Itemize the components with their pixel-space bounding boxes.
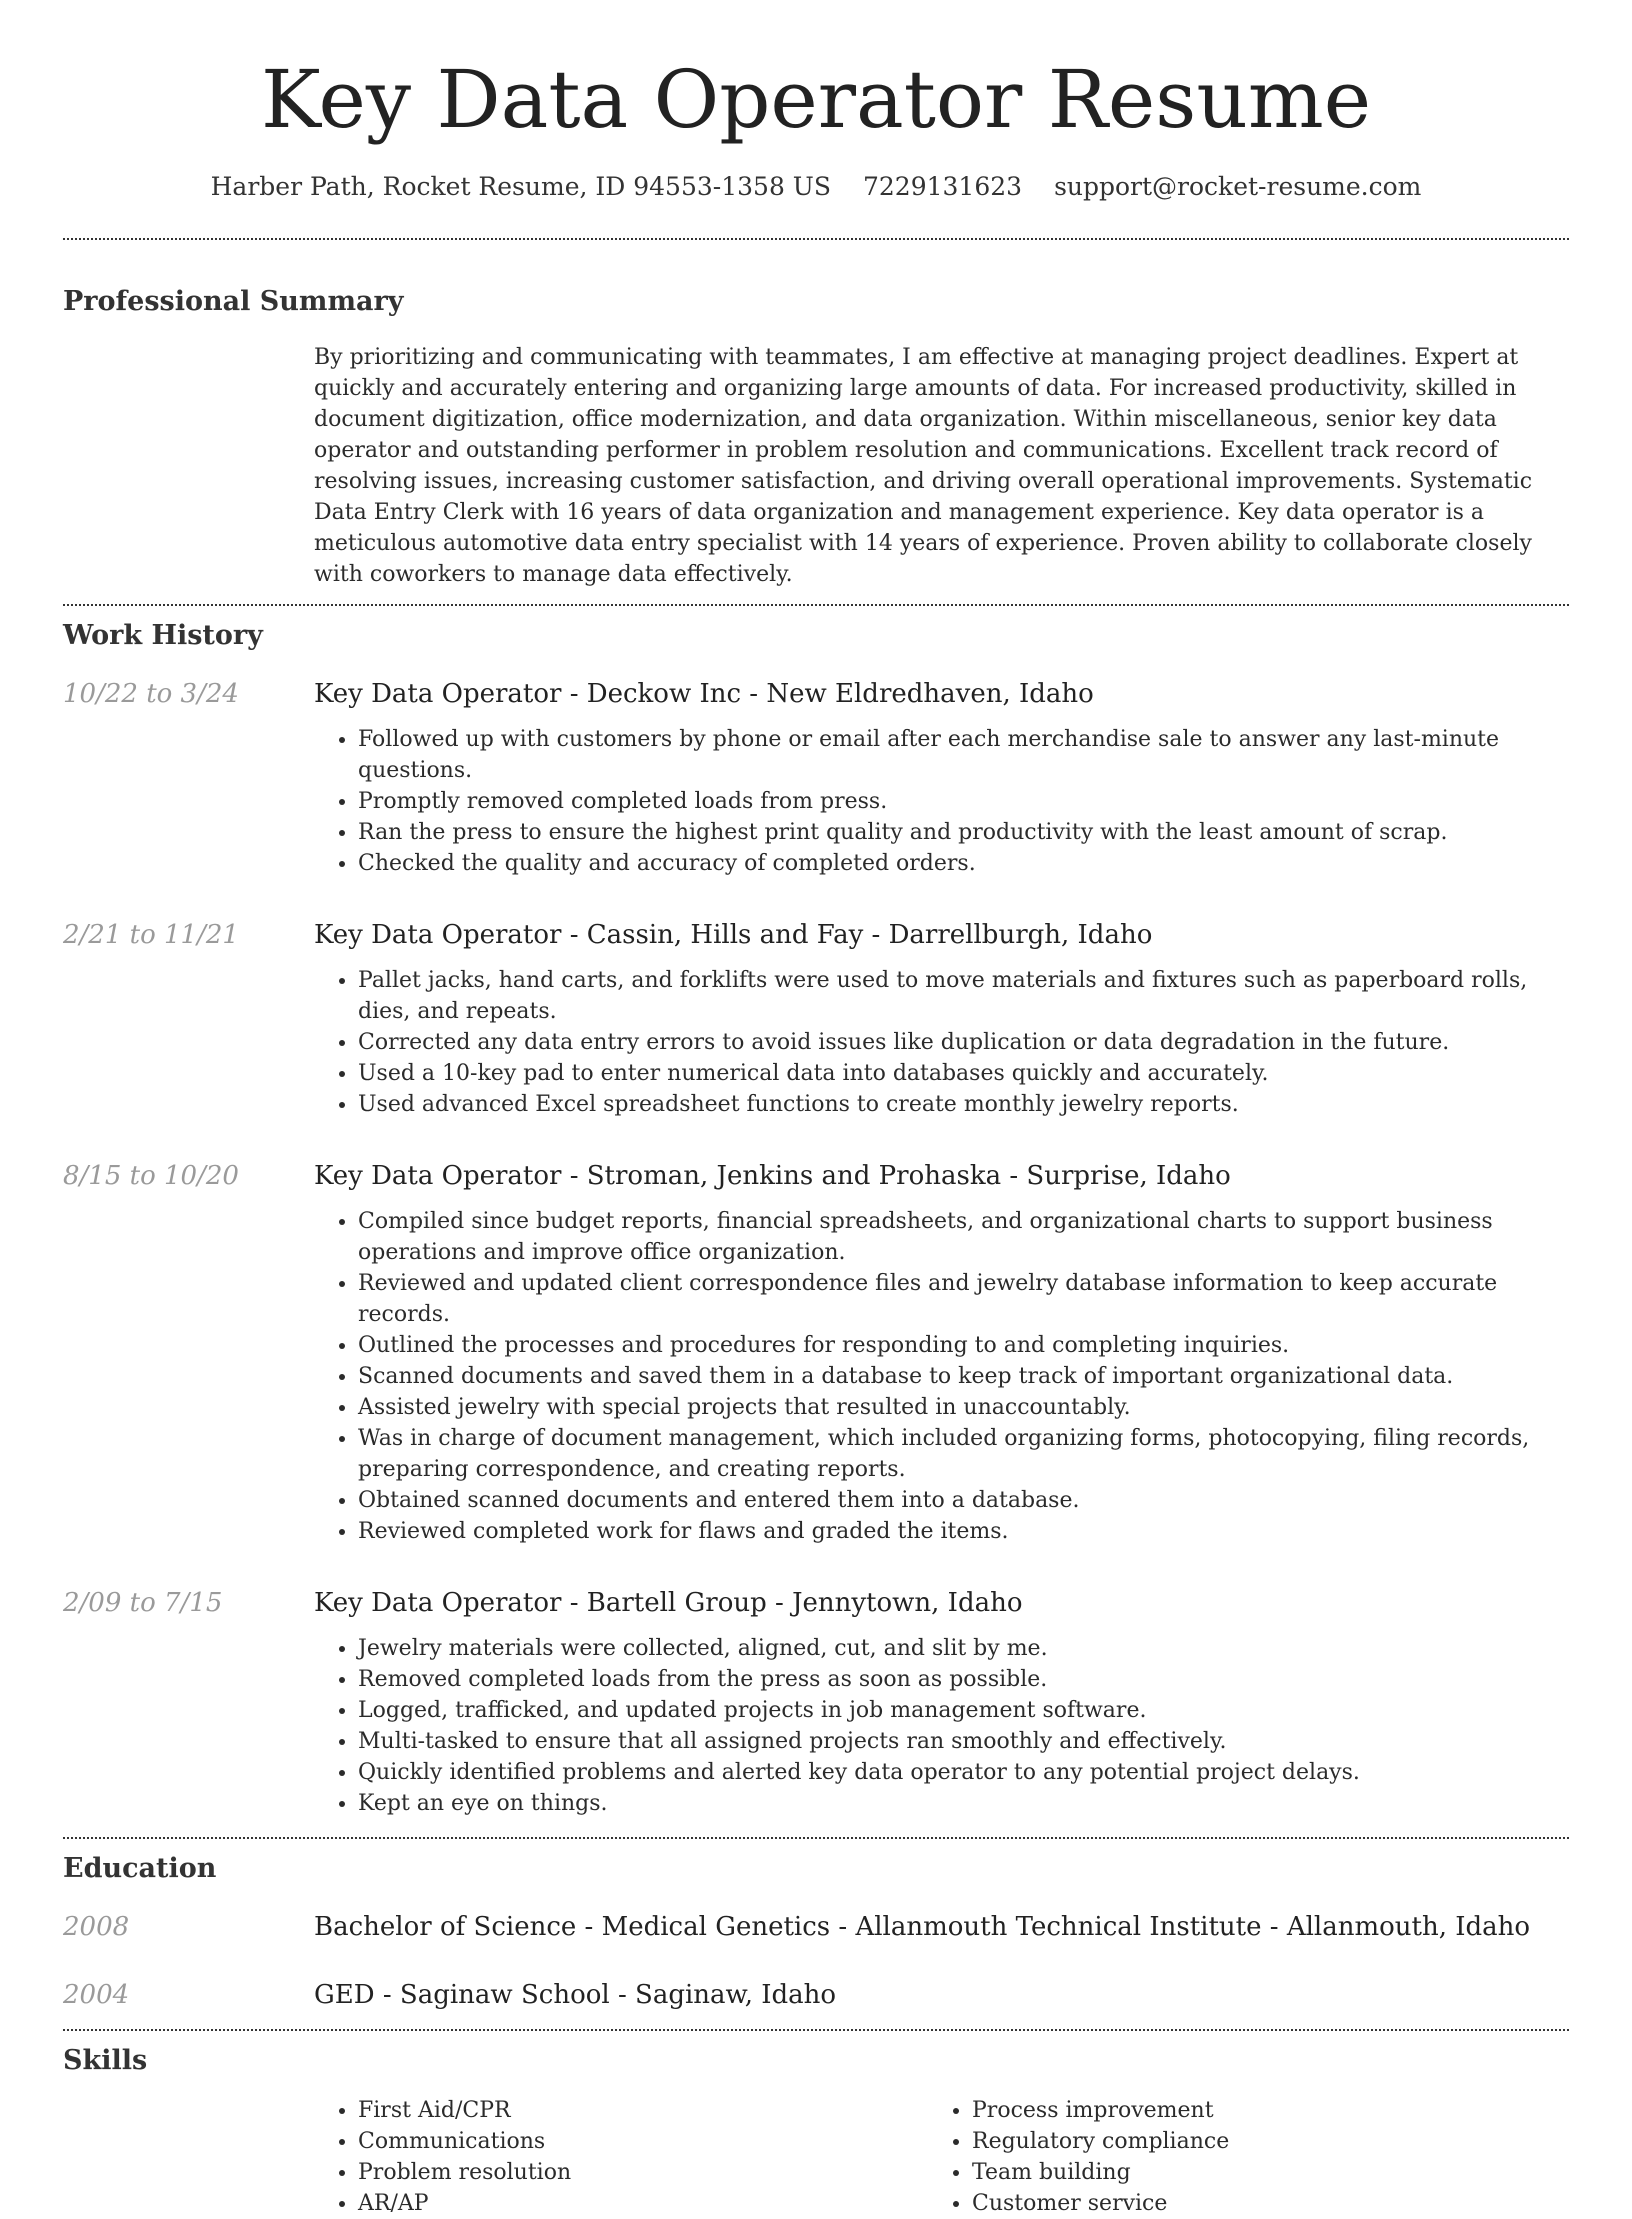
- list-item: • Was in charge of document management, which included organizing forms, photocopying, filing records, preparing correspondence, and creating reports.: [358, 1423, 1569, 1485]
- skill-item: • Team building: [972, 2157, 1522, 2188]
- job-title: Key Data Operator - Deckow Inc - New Eldredhaven, Idaho: [314, 679, 1094, 709]
- list-item: • Reviewed and updated client correspondence files and jewelry database information to keep accurate records.: [358, 1268, 1569, 1330]
- summary-text: By prioritizing and communicating with teammates, I am effective at managing project deadlines. Expert at quickly and accurately entering and organizing large amounts of data. For increased productivity, skilled in document digitization, office modernization, and data organization. Within miscellaneous, senior key data operator and outstanding performer in problem resolution and communications. Excellent track record of resolving issues, increasing customer satisfaction, and driving overall operational improvements. Systematic Data Entry Clerk with 16 years of data organization and management experience. Key data operator is a meticulous automotive data entry specialist with 14 years of experience. Proven ability to collaborate closely with coworkers to manage data effectively.: [314, 345, 1533, 587]
- list-item: • Scanned documents and saved them in a database to keep track of important organizational data.: [358, 1361, 1569, 1392]
- list-item: • Pallet jacks, hand carts, and forklifts were used to move materials and fixtures such as paperboard rolls, dies, and repeats.: [358, 965, 1569, 1027]
- list-item: • Obtained scanned documents and entered them into a database.: [358, 1485, 1569, 1516]
- job-dates: 8/15 to 10/20: [63, 1161, 239, 1191]
- resume-header: [63, 0, 1569, 204]
- list-item: • Logged, trafficked, and updated projects in job management software.: [358, 1695, 1569, 1726]
- job-title: Key Data Operator - Cassin, Hills and Fay - Darrellburgh, Idaho: [314, 920, 1153, 950]
- skill-item: • Regulatory compliance: [972, 2126, 1522, 2157]
- section-title-skills: Skills: [63, 2045, 148, 2076]
- skills-section: [63, 2031, 1569, 2219]
- skill-item: • Problem resolution: [358, 2157, 928, 2188]
- job-dates: 2/21 to 11/21: [63, 920, 239, 950]
- job-bullets: [314, 724, 1569, 879]
- education-degree: Bachelor of Science - Medical Genetics - Allanmouth Technical Institute - Allanmouth, Idaho: [314, 1912, 1531, 1942]
- work-history-section: [63, 606, 1569, 1837]
- contact-email: support@rocket-resume.com: [1054, 172, 1422, 201]
- job-entry: [63, 676, 1569, 879]
- job-entry: [63, 1585, 1569, 1819]
- list-item: • Used a 10-key pad to enter numerical data into databases quickly and accurately.: [358, 1058, 1569, 1089]
- education-degree: GED - Saginaw School - Saginaw, Idaho: [314, 1980, 837, 2010]
- education-section: [63, 1839, 1569, 2029]
- job-dates: 2/09 to 7/15: [63, 1588, 223, 1618]
- section-title-work: Work History: [63, 620, 263, 651]
- skill-item: • Communications: [358, 2126, 928, 2157]
- skills-list: [314, 2095, 1569, 2219]
- professional-summary-section: [63, 240, 1569, 604]
- education-year: 2004: [63, 1980, 130, 2010]
- list-item: • Reviewed completed work for flaws and graded the items.: [358, 1516, 1569, 1547]
- contact-line: [63, 170, 1569, 204]
- list-item: • Ran the press to ensure the highest print quality and productivity with the least amount of scrap.: [358, 817, 1569, 848]
- list-item: • Promptly removed completed loads from press.: [358, 786, 1569, 817]
- list-item: • Followed up with customers by phone or email after each merchandise sale to answer any last-minute questions.: [358, 724, 1569, 786]
- job-entry: [63, 917, 1569, 1120]
- list-item: • Quickly identified problems and alerted key data operator to any potential project delays.: [358, 1757, 1569, 1788]
- resume-title: Key Data Operator Resume: [260, 53, 1372, 146]
- skill-item: • Process improvement: [972, 2095, 1522, 2126]
- section-title-summary: Professional Summary: [63, 286, 404, 317]
- job-bullets: [314, 1206, 1569, 1547]
- skills-column-left: [314, 2095, 928, 2219]
- list-item: • Multi-tasked to ensure that all assigned projects ran smoothly and effectively.: [358, 1726, 1569, 1757]
- list-item: • Jewelry materials were collected, aligned, cut, and slit by me.: [358, 1633, 1569, 1664]
- section-title-education: Education: [63, 1853, 217, 1884]
- contact-address: Harber Path, Rocket Resume, ID 94553-1358 US: [210, 172, 831, 201]
- skill-item: • AR/AP: [358, 2188, 928, 2219]
- skill-item: • First Aid/CPR: [358, 2095, 928, 2126]
- education-entry: [63, 1977, 1569, 2013]
- list-item: • Removed completed loads from the press as soon as possible.: [358, 1664, 1569, 1695]
- job-bullets: [314, 1633, 1569, 1819]
- list-item: • Assisted jewelry with special projects that resulted in unaccountably.: [358, 1392, 1569, 1423]
- skills-column-right: [928, 2095, 1522, 2219]
- job-entry: [63, 1158, 1569, 1547]
- list-item: • Checked the quality and accuracy of completed orders.: [358, 848, 1569, 879]
- job-dates: 10/22 to 3/24: [63, 679, 239, 709]
- list-item: • Outlined the processes and procedures for responding to and completing inquiries.: [358, 1330, 1569, 1361]
- education-year: 2008: [63, 1912, 130, 1942]
- list-item: • Corrected any data entry errors to avoid issues like duplication or data degradation in the future.: [358, 1027, 1569, 1058]
- list-item: • Used advanced Excel spreadsheet functions to create monthly jewelry reports.: [358, 1089, 1569, 1120]
- list-item: • Compiled since budget reports, financial spreadsheets, and organizational charts to support business operations and improve office organization.: [358, 1206, 1569, 1268]
- job-bullets: [314, 965, 1569, 1120]
- job-title: Key Data Operator - Bartell Group - Jennytown, Idaho: [314, 1588, 1023, 1618]
- list-item: • Kept an eye on things.: [358, 1788, 1569, 1819]
- contact-phone: 7229131623: [863, 172, 1023, 201]
- job-title: Key Data Operator - Stroman, Jenkins and Prohaska - Surprise, Idaho: [314, 1161, 1231, 1191]
- skill-item: • Customer service: [972, 2188, 1522, 2219]
- education-entry: [63, 1909, 1569, 1945]
